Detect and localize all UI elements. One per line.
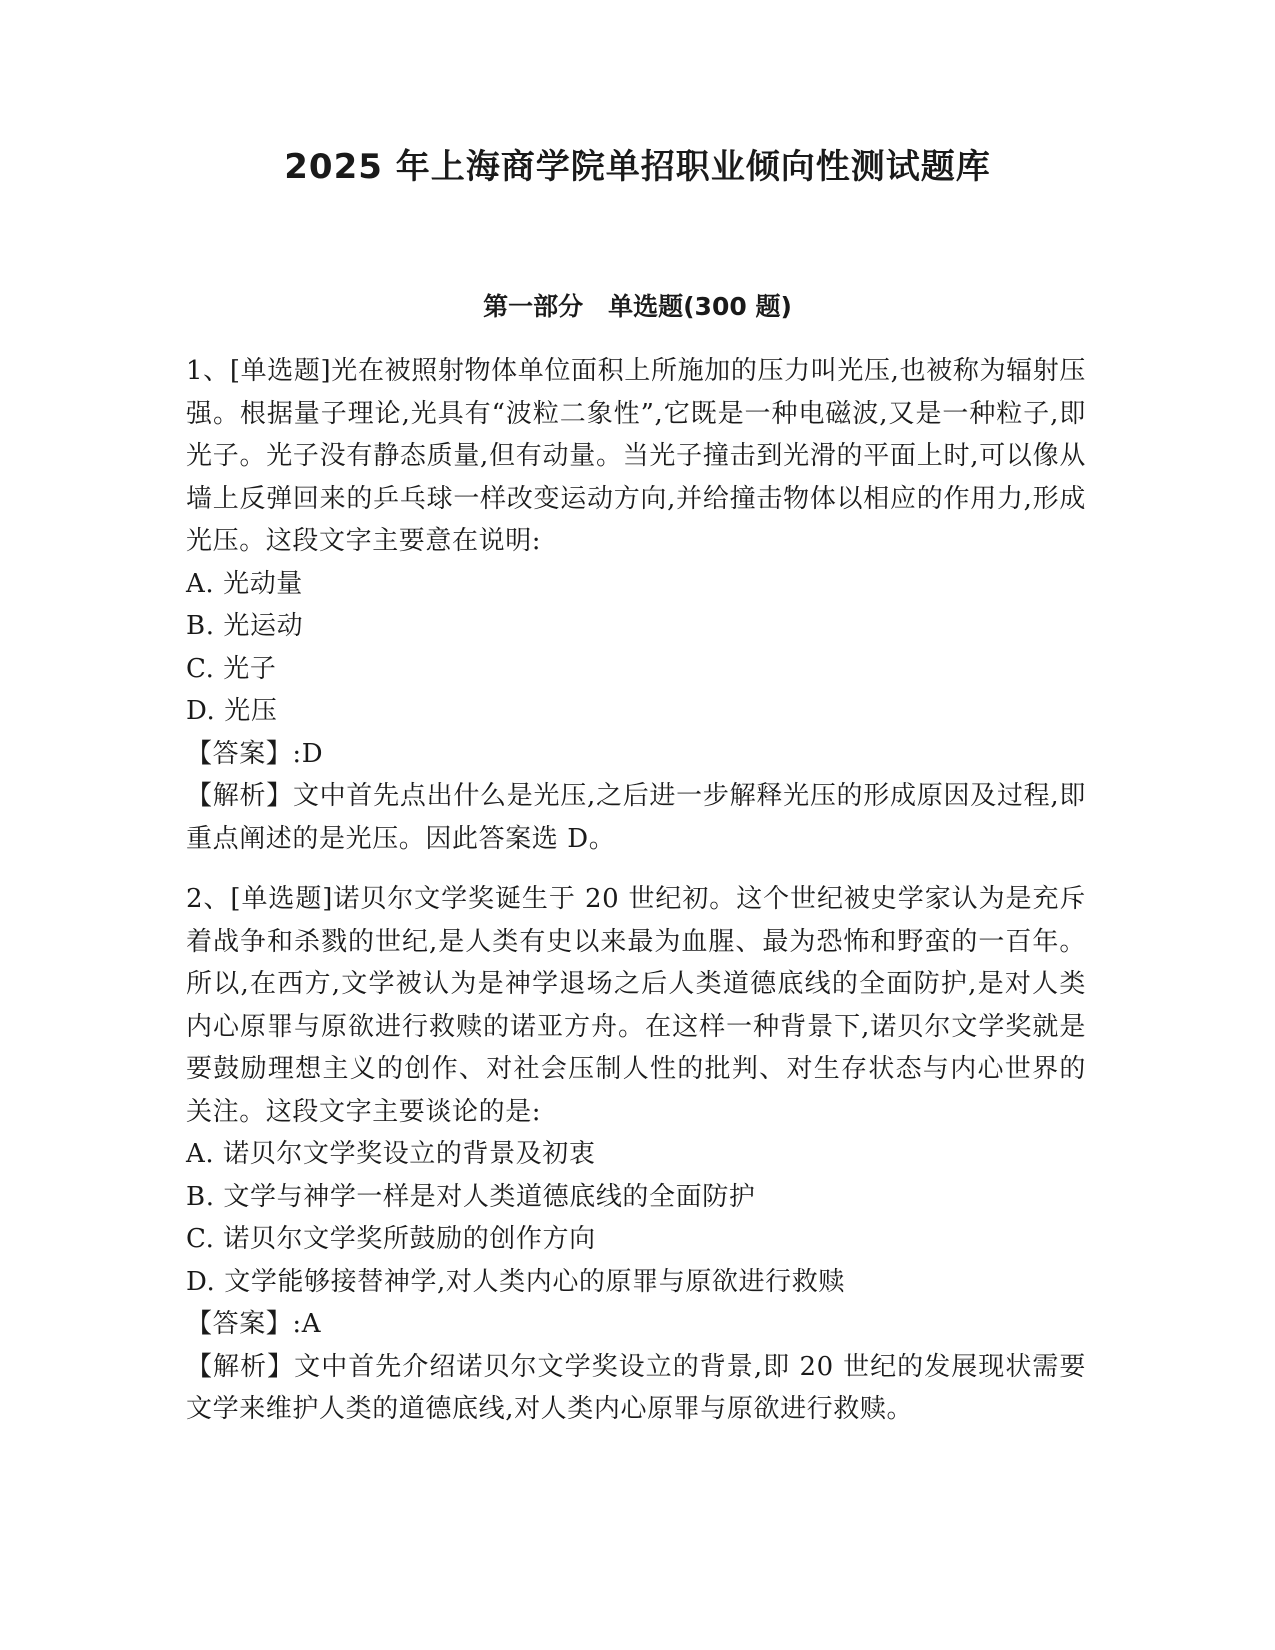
section-title: 第一部分 单选题(300 题) bbox=[483, 292, 792, 321]
answer-line bbox=[186, 733, 1086, 776]
analysis-text: 文中首先点出什么是光压,之后进一步解释光压的形成原因及过程,即重点阐述的是光压。因此答案选 D。 bbox=[186, 781, 1086, 854]
question-1 bbox=[186, 350, 1086, 860]
option-list bbox=[186, 1133, 1086, 1303]
analysis-label: 【解析】 bbox=[186, 781, 293, 811]
option-a: A. 诺贝尔文学奖设立的背景及初衷 bbox=[186, 1139, 596, 1169]
option-d: D. 光压 bbox=[186, 696, 278, 726]
answer-value: A bbox=[301, 1309, 322, 1339]
analysis-line bbox=[186, 775, 1086, 860]
question-type-tag: [单选题] bbox=[229, 356, 332, 386]
analysis-line bbox=[186, 1346, 1086, 1431]
answer-line bbox=[186, 1303, 1086, 1346]
option-list bbox=[186, 563, 1086, 733]
option-a: A. 光动量 bbox=[186, 568, 303, 599]
document-title: 2025 年上海商学院单招职业倾向性测试题库 bbox=[284, 147, 991, 187]
option-b: B. 文学与神学一样是对人类道德底线的全面防护 bbox=[186, 1181, 756, 1212]
question-number: 1、 bbox=[186, 356, 230, 386]
analysis-text: 文中首先介绍诺贝尔文学奖设立的背景,即 20 世纪的发展现状需要文学来维护人类的道德底线,对人类内心原罪与原欲进行救赎。 bbox=[186, 1351, 1086, 1424]
answer-value: D bbox=[301, 738, 324, 769]
question-type-tag: [单选题] bbox=[230, 884, 334, 914]
answer-label: 【答案】: bbox=[186, 738, 302, 769]
option-d: D. 文学能够接替神学,对人类内心的原罪与原欲进行救赎 bbox=[186, 1266, 845, 1297]
question-stem bbox=[186, 878, 1086, 1133]
option-c: C. 诺贝尔文学奖所鼓励的创作方向 bbox=[186, 1224, 596, 1254]
answer-label: 【答案】: bbox=[186, 1309, 302, 1339]
question-2 bbox=[186, 878, 1086, 1431]
question-number: 2、 bbox=[186, 884, 231, 914]
question-list bbox=[186, 350, 1086, 1431]
analysis-label: 【解析】 bbox=[186, 1351, 295, 1382]
question-stem bbox=[186, 350, 1086, 563]
option-c: C. 光子 bbox=[186, 653, 277, 684]
option-b: B. 光运动 bbox=[186, 611, 304, 641]
question-text: 诺贝尔文学奖诞生于 20 世纪初。这个世纪被史学家认为是充斥着战争和杀戮的世纪,是人类有史以来最为血腥、最为恐怖和野蛮的一百年。所以,在西方,文学被认为是神学退场之后人类道德底线的全面防护,是对人类内心原罪与原欲进行救赎的诺亚方舟。在这样一种背景下,诺贝尔文学奖就是要鼓励理想主义的创作、对社会压制人性的批判、对生存状态与内心世界的关注。这段文字主要谈论的是: bbox=[186, 884, 1086, 1127]
question-text: 光在被照射物体单位面积上所施加的压力叫光压,也被称为辐射压强。根据量子理论,光具有“波粒二象性”,它既是一种电磁波,又是一种粒子,即光子。光子没有静态质量,但有动量。当光子撞击到光滑的平面上时,可以像从墙上反弹回来的乒乓球一样改变运动方向,并给撞击物体以相应的作用力,形成光压。这段文字主要意在说明: bbox=[186, 356, 1086, 556]
